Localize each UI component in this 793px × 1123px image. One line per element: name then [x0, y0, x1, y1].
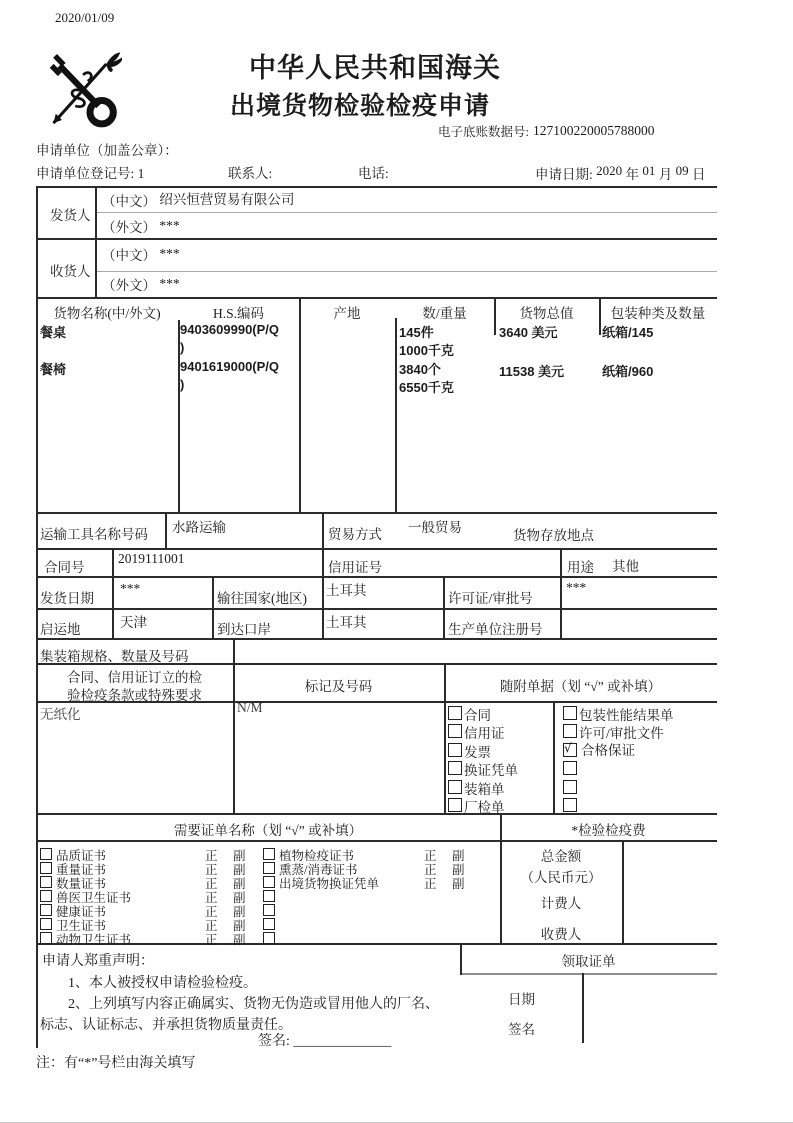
- application-date: [535, 163, 706, 183]
- grid-line: [553, 701, 555, 813]
- grid-line: [560, 548, 562, 638]
- consignor-label: 发货人: [50, 208, 91, 223]
- goods-header-origin: 产地: [333, 306, 361, 321]
- fee-header: *检验检疫费: [571, 823, 646, 838]
- departure-value: 天津: [120, 615, 147, 630]
- goods-hs-code-cont: ): [180, 377, 185, 392]
- contact-label: 联系人:: [228, 166, 273, 181]
- checkbox-blank: [263, 932, 275, 944]
- special-clause-header-line1: 合同、信用证订立的检: [67, 670, 202, 685]
- doc-label: 发票: [464, 745, 491, 760]
- form-title: 出境货物检验检疫申请: [229, 92, 490, 120]
- doc-label: 合同: [464, 708, 491, 723]
- goods-quantity: 145件: [399, 325, 434, 340]
- dest-country-value: 土耳其: [326, 583, 367, 598]
- copy-label: 副: [452, 863, 465, 877]
- contract-value: 2019111001: [118, 551, 185, 566]
- original-label: 正: [424, 863, 437, 877]
- grid-line: [212, 576, 214, 638]
- declaration-sign-label: 签名:: [258, 1034, 290, 1049]
- special-clause-header-line2: 验检疫条款或特殊要求: [67, 688, 202, 703]
- arrival-port-value: 土耳其: [326, 615, 367, 630]
- grid-line: [36, 297, 717, 299]
- consignee-foreign-name: ***: [159, 276, 180, 291]
- chinese-name-label: （中文）: [102, 248, 156, 263]
- grid-line: [233, 638, 235, 813]
- checkbox-certificate-exchange-voucher: [448, 761, 462, 775]
- original-label: 正: [205, 891, 218, 905]
- grid-line: [36, 512, 717, 514]
- application-date-month: 01: [642, 163, 656, 178]
- cert-label: 兽医卫生证书: [56, 891, 132, 905]
- cert-label: 出境货物换证凭单: [279, 877, 380, 891]
- trade-mode-label: 贸易方式: [328, 527, 382, 542]
- application-date-day: 09: [675, 163, 689, 178]
- checkbox-blank: [263, 904, 275, 916]
- checkbox-license-approval-docs: [563, 724, 577, 738]
- original-label: 正: [424, 849, 437, 863]
- fee-calculator-label: 计费人: [540, 896, 582, 911]
- goods-header-total-value: 货物总值: [519, 306, 574, 321]
- fee-total-currency-label: （人民币元）: [520, 870, 602, 885]
- checkbox-blank: [563, 761, 577, 775]
- foreign-name-label: （外文）: [102, 220, 156, 235]
- copy-label: 副: [452, 849, 465, 863]
- original-label: 正: [205, 905, 218, 919]
- checkbox-invoice: [448, 743, 462, 757]
- grid-line: [395, 318, 397, 512]
- goods-hs-code-cont: ): [180, 340, 185, 355]
- certificates-header: 需要证单名称（划 “√” 或补填）: [173, 823, 363, 838]
- doc-label: 包装性能结果单: [579, 708, 674, 723]
- goods-value: 11538 美元: [499, 364, 565, 379]
- fee-collector-label: 收费人: [540, 927, 582, 942]
- marks-header: 标记及号码: [304, 679, 373, 694]
- goods-weight: 6550千克: [399, 380, 454, 395]
- checkbox-quantity-cert: [40, 876, 52, 888]
- doc-label: 厂检单: [464, 800, 505, 815]
- copy-label: 副: [233, 933, 246, 947]
- applicant-reg-label: 申请单位登记号:: [36, 166, 135, 181]
- checkbox-blank: [263, 890, 275, 902]
- copy-label: 副: [233, 905, 246, 919]
- cert-label: 数量证书: [56, 877, 107, 891]
- checkbox-animal-health-cert: [40, 932, 52, 944]
- producer-reg-label: 生产单位注册号: [448, 622, 543, 637]
- grid-line: [322, 512, 324, 638]
- attached-docs-header: 随附单据（划 “√” 或补填）: [499, 679, 662, 694]
- storage-label: 货物存放地点: [513, 528, 594, 543]
- trade-mode-value: 一般贸易: [408, 520, 462, 535]
- checkbox-health-cert: [40, 904, 52, 916]
- pickup-header: 领取证单: [561, 954, 616, 969]
- chinese-name-label: （中文）: [102, 194, 156, 209]
- pickup-date-label: 日期: [508, 992, 535, 1007]
- contract-label: 合同号: [44, 560, 85, 575]
- copy-label: 副: [233, 919, 246, 933]
- application-date-label: 申请日期:: [535, 167, 593, 182]
- grid-line: [299, 297, 301, 512]
- declaration-title: 申请人郑重声明：: [42, 954, 154, 969]
- checkbox-quality-cert: [40, 848, 52, 860]
- checkbox-packaging-performance: [563, 706, 577, 720]
- goods-packing: 纸箱/145: [602, 325, 654, 340]
- grid-line: [622, 840, 624, 943]
- grid-line: [460, 973, 717, 975]
- cert-label: 健康证书: [56, 905, 107, 919]
- doc-label: 合格保证: [581, 743, 635, 758]
- cert-label: 熏蒸/消毒证书: [279, 863, 358, 877]
- checkbox-plant-quarantine-cert: [263, 848, 275, 860]
- checkbox-blank: [563, 798, 577, 812]
- cert-label: 动物卫生证书: [56, 933, 132, 947]
- pickup-sign-label: 签名: [508, 1022, 535, 1037]
- departure-label: 启运地: [40, 622, 81, 637]
- goods-value: 3640 美元: [499, 325, 558, 340]
- grid-line: [36, 548, 717, 550]
- checkbox-letter-of-credit: [448, 724, 462, 738]
- usage-value: 其他: [612, 559, 639, 574]
- original-label: 正: [205, 849, 218, 863]
- cert-label: 卫生证书: [56, 919, 107, 933]
- checkbox-exit-exchange-voucher: [263, 876, 275, 888]
- license-label: 许可证/审批号: [448, 591, 533, 606]
- goods-hs-code: 9401619000(P/Q: [180, 359, 280, 374]
- copy-label: 副: [233, 849, 246, 863]
- consignor-chinese-name: 绍兴恒营贸易有限公司: [159, 192, 295, 207]
- lc-label: 信用证号: [328, 560, 382, 575]
- usage-label: 用途: [567, 560, 594, 575]
- consignor-foreign-name: ***: [159, 218, 180, 233]
- goods-weight: 1000千克: [399, 343, 454, 358]
- checkbox-veterinary-cert: [40, 890, 52, 902]
- checkbox-weight-cert: [40, 862, 52, 874]
- declaration-item1: 1、本人被授权申请检验检疫。: [68, 976, 257, 991]
- checkbox-fumigation-cert: [263, 862, 275, 874]
- original-label: 正: [205, 933, 218, 947]
- vehicle-value: 水路运输: [172, 520, 226, 535]
- goods-name: 餐桌: [40, 325, 67, 340]
- original-label: 正: [205, 863, 218, 877]
- grid-line: [36, 238, 717, 240]
- goods-header-hs-code: H.S.编码: [212, 306, 264, 321]
- applicant-reg: [36, 162, 144, 182]
- declaration-item2-line1: 2、上列填写内容正确属实、货物无伪造或冒用他人的厂名、: [68, 997, 439, 1012]
- copy-label: 副: [233, 877, 246, 891]
- checkbox-contract: [448, 706, 462, 720]
- application-date-year: 2020: [596, 163, 623, 178]
- grid-line: [36, 608, 717, 610]
- applicant-reg-value: 1: [137, 166, 145, 181]
- month-unit: 月: [658, 167, 673, 182]
- original-label: 正: [205, 877, 218, 891]
- org-title: 中华人民共和国海关: [249, 53, 501, 83]
- dest-country-label: 输往国家(地区): [217, 591, 307, 606]
- consignee-label: 收货人: [50, 264, 91, 279]
- license-value: ***: [566, 580, 587, 595]
- special-clause-value: 无纸化: [40, 707, 81, 722]
- grid-line: [36, 840, 717, 842]
- copy-label: 副: [452, 877, 465, 891]
- cert-label: 重量证书: [56, 863, 107, 877]
- eaccount-number: 127100220005788000: [532, 123, 655, 138]
- scan-date: 2020/01/09: [55, 10, 115, 25]
- cert-label: 植物检疫证书: [279, 849, 355, 863]
- goods-header-packing: 包装种类及数量: [610, 306, 706, 321]
- declaration-sign-line: ______________: [293, 1034, 392, 1049]
- doc-label: 装箱单: [464, 782, 505, 797]
- checkbox-packing-list: [448, 780, 462, 794]
- ship-date-value: ***: [120, 581, 141, 596]
- declaration-item2-line2: 标志、认证标志、并承担货物质量责任。: [40, 1018, 292, 1033]
- phone-label: 电话:: [358, 166, 389, 181]
- vehicle-label: 运输工具名称号码: [40, 527, 148, 542]
- copy-label: 副: [233, 891, 246, 905]
- cert-label: 品质证书: [56, 849, 107, 863]
- goods-packing: 纸箱/960: [602, 364, 654, 379]
- year-unit: 年: [625, 167, 640, 182]
- grid-line: [36, 638, 717, 640]
- goods-quantity: 3840个: [399, 362, 441, 377]
- grid-line: [95, 271, 717, 272]
- grid-line: [112, 548, 114, 638]
- grid-line: [443, 576, 445, 638]
- checkbox-conformity-guarantee: √: [563, 743, 577, 757]
- grid-line: [36, 186, 717, 188]
- checkbox-sanitary-cert: [40, 918, 52, 930]
- ship-date-label: 发货日期: [40, 591, 94, 606]
- day-unit: 日: [692, 167, 706, 182]
- doc-label: 换证凭单: [464, 763, 518, 778]
- customs-emblem-svg: [44, 50, 122, 134]
- marks-value: N/M: [237, 700, 263, 715]
- container-label: 集装箱规格、数量及号码: [40, 649, 189, 664]
- grid-line: [95, 212, 717, 213]
- grid-line: [36, 943, 717, 945]
- grid-line: [165, 512, 167, 548]
- doc-label: 信用证: [464, 726, 505, 741]
- checkbox-blank: [263, 918, 275, 930]
- goods-header-qty-weight: 数/重量: [422, 306, 467, 321]
- consignee-chinese-name: ***: [159, 246, 180, 261]
- checkbox-factory-inspection: [448, 798, 462, 812]
- original-label: 正: [424, 877, 437, 891]
- applicant-unit-label: 申请单位（加盖公章）：: [36, 143, 178, 158]
- goods-header-name: 货物名称(中/外文): [53, 306, 161, 321]
- grid-line: [36, 813, 717, 815]
- grid-line: [582, 973, 584, 1043]
- grid-line: [95, 186, 97, 297]
- fee-total-label: 总金额: [540, 849, 582, 864]
- original-label: 正: [205, 919, 218, 933]
- goods-hs-code: 9403609990(P/Q: [180, 322, 280, 337]
- goods-name: 餐椅: [40, 362, 67, 377]
- copy-label: 副: [233, 863, 246, 877]
- grid-line: [36, 576, 717, 578]
- footer-note: 注：有“*”号栏由海关填写: [36, 1056, 196, 1071]
- doc-label: 许可/审批文件: [579, 726, 664, 741]
- foreign-name-label: （外文）: [102, 278, 156, 293]
- customs-emblem-icon: [44, 50, 122, 139]
- checkbox-blank: [563, 780, 577, 794]
- arrival-port-label: 到达口岸: [217, 622, 271, 637]
- eaccount-label: 电子底账数据号:: [438, 125, 529, 139]
